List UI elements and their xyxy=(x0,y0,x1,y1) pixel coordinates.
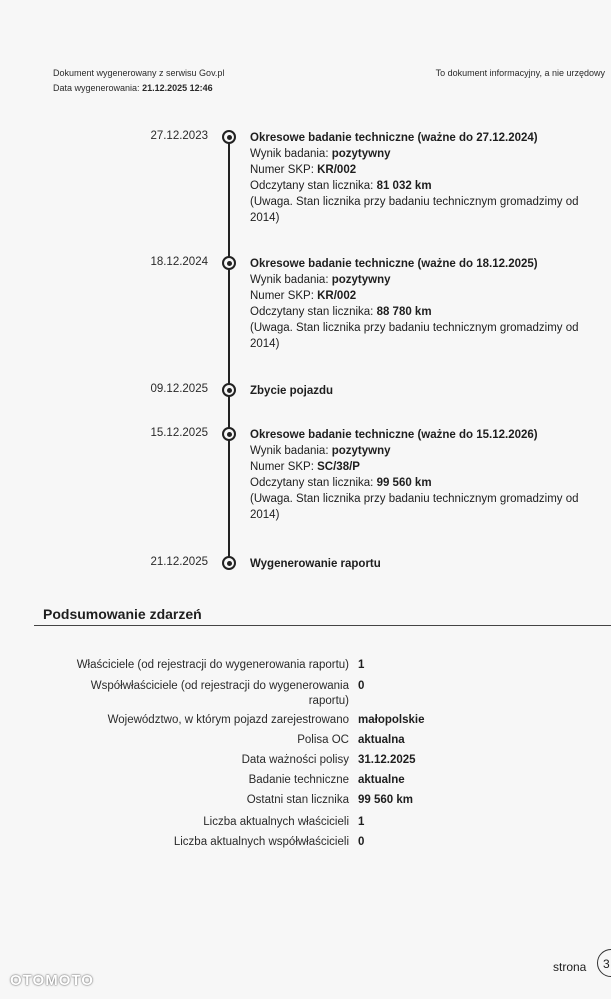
summary-label: Polisa OC xyxy=(297,734,349,746)
summary-label: Województwo, w którym pojazd zarejestrowano xyxy=(107,714,349,726)
event-date: 15.12.2025 xyxy=(150,427,208,439)
odometer-reading: Odczytany stan licznika: 88 780 km xyxy=(250,306,432,318)
timeline-dot-icon xyxy=(222,256,236,270)
inspection-result: Wynik badania: pozytywny xyxy=(250,274,391,286)
event-details xyxy=(250,427,590,523)
generated-date-label: Data wygenerowania: xyxy=(53,83,140,93)
event-details xyxy=(250,256,590,352)
event-title: Zbycie pojazdu xyxy=(250,385,334,397)
summary-label: Data ważności polisy xyxy=(241,754,349,766)
summary-label: Liczba aktualnych właścicieli xyxy=(203,816,349,828)
timeline-dot-icon xyxy=(222,130,236,144)
event-date: 18.12.2024 xyxy=(150,256,208,268)
page-number: 3 xyxy=(597,949,611,977)
summary-label: Ostatni stan licznika xyxy=(246,794,349,806)
event-date: 27.12.2023 xyxy=(150,130,208,142)
summary-divider xyxy=(34,625,611,626)
summary-label: Liczba aktualnych współwłaścicieli xyxy=(173,836,349,848)
generated-from-label: Dokument wygenerowany z serwisu Gov.pl xyxy=(53,68,225,78)
summary-heading: Podsumowanie zdarzeń xyxy=(43,606,202,622)
odometer-note-cont: 2014) xyxy=(250,509,280,521)
summary-value: 1 xyxy=(358,816,365,828)
summary-value: 31.12.2025 xyxy=(358,754,416,766)
summary-label: Badanie techniczne xyxy=(248,774,349,786)
summary-value: aktualna xyxy=(358,734,405,746)
summary-label: Współwłaściciele (od rejestracji do wygenerowania raportu) xyxy=(90,680,349,707)
summary-value: małopolskie xyxy=(358,714,425,726)
skp-number: Numer SKP: KR/002 xyxy=(250,290,357,302)
generated-date-value: 21.12.2025 12:46 xyxy=(142,83,213,93)
timeline-dot-icon xyxy=(222,556,236,570)
inspection-result: Wynik badania: pozytywny xyxy=(250,148,391,160)
inspection-result: Wynik badania: pozytywny xyxy=(250,445,391,457)
event-title: Okresowe badanie techniczne (ważne do 18.12.2025) xyxy=(250,258,538,270)
odometer-note-cont: 2014) xyxy=(250,212,280,224)
event-title: Wygenerowanie raportu xyxy=(250,558,381,570)
summary-label: Właściciele (od rejestracji do wygenerowania raportu) xyxy=(76,659,349,671)
odometer-note: (Uwaga. Stan licznika przy badaniu technicznym gromadzimy od xyxy=(250,322,579,334)
summary-value: 0 xyxy=(358,680,365,692)
event-details xyxy=(250,130,590,226)
odometer-reading: Odczytany stan licznika: 99 560 km xyxy=(250,477,432,489)
page-label: strona xyxy=(553,960,587,974)
timeline-line xyxy=(228,136,230,564)
odometer-note-cont: 2014) xyxy=(250,338,280,350)
generated-date xyxy=(53,83,213,93)
informational-notice: To dokument informacyjny, a nie urzędowy xyxy=(435,68,605,78)
timeline-dot-icon xyxy=(222,383,236,397)
odometer-note: (Uwaga. Stan licznika przy badaniu technicznym gromadzimy od xyxy=(250,196,579,208)
skp-number: Numer SKP: SC/38/P xyxy=(250,461,360,473)
timeline-dot-icon xyxy=(222,427,236,441)
odometer-note: (Uwaga. Stan licznika przy badaniu technicznym gromadzimy od xyxy=(250,493,579,505)
event-details xyxy=(250,383,590,399)
event-title: Okresowe badanie techniczne (ważne do 27.12.2024) xyxy=(250,132,538,144)
event-details xyxy=(250,556,590,572)
skp-number: Numer SKP: KR/002 xyxy=(250,164,357,176)
summary-value: 0 xyxy=(358,836,365,848)
summary-value: 99 560 km xyxy=(358,794,413,806)
odometer-reading: Odczytany stan licznika: 81 032 km xyxy=(250,180,432,192)
summary-value: aktualne xyxy=(358,774,405,786)
otomoto-watermark: OTOMOTO xyxy=(10,972,94,989)
summary-value: 1 xyxy=(358,659,365,671)
event-date: 21.12.2025 xyxy=(150,556,208,568)
event-title: Okresowe badanie techniczne (ważne do 15.12.2026) xyxy=(250,429,538,441)
event-date: 09.12.2025 xyxy=(150,383,208,395)
